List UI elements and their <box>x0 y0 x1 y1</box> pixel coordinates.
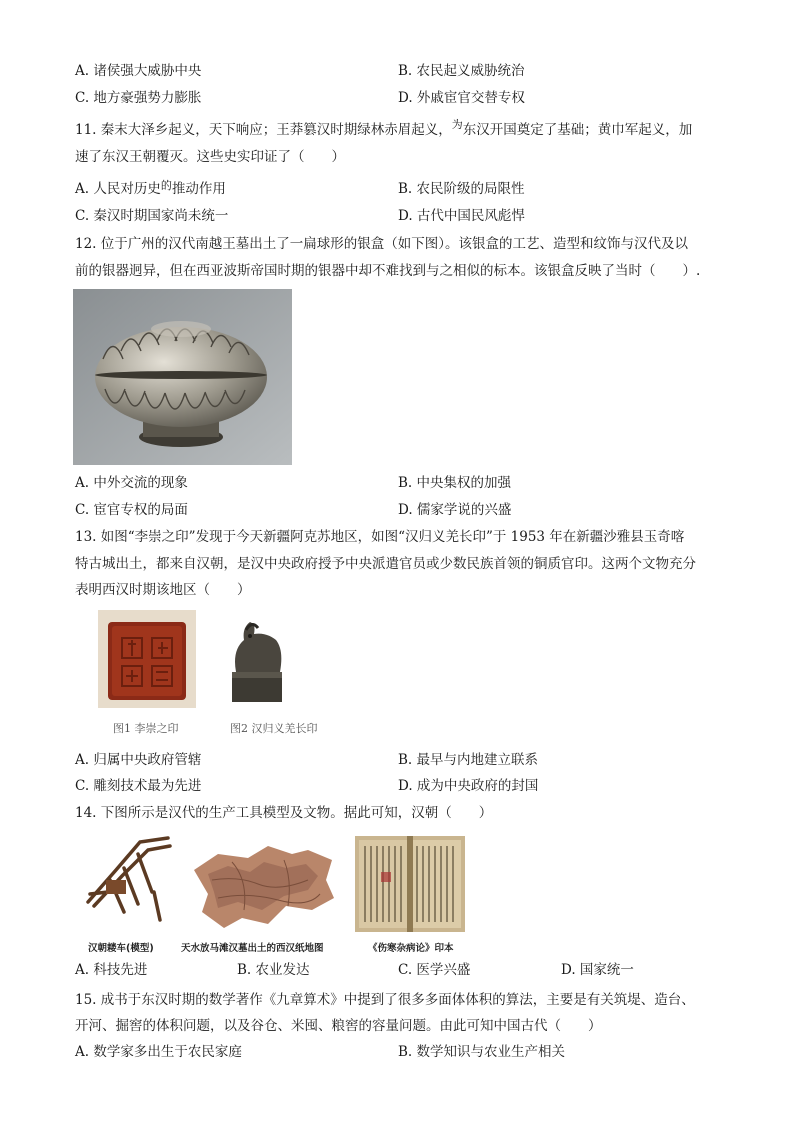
q11-stem-part2: 东汉开国奠定了基础；黄巾军起义，加 <box>462 122 693 138</box>
q13-caption-fig2: 图2 汉归义羌长印 <box>230 722 318 735</box>
q14-option-b[interactable]: B. 农业发达 <box>237 962 310 978</box>
q13-stem-line2: 特古城出土，都来自汉朝，是汉中央政府授予中央派遣官员或少数民族首领的铜质官印。这两个文物充分 <box>75 556 696 572</box>
q12-option-c[interactable]: C. 宦官专权的局面 <box>75 502 188 518</box>
q11-stem-sup: 为 <box>451 118 463 131</box>
q13-stem-line3: 表明西汉时期该地区（ ） <box>75 582 251 598</box>
q13-option-b[interactable]: B. 最早与内地建立联系 <box>398 752 539 768</box>
q15-option-b[interactable]: B. 数学知识与农业生产相关 <box>398 1044 566 1060</box>
q11-stem-line2: 速了东汉王朝覆灭。这些史实印证了（ ） <box>75 149 345 165</box>
q11-option-d[interactable]: D. 古代中国民风彪悍 <box>398 208 525 224</box>
q14-stem-line1: 14. 下图所示是汉代的生产工具模型及文物。据此可知，汉朝（ ） <box>75 805 493 821</box>
q12-option-b[interactable]: B. 中央集权的加强 <box>398 475 512 491</box>
silver-box-photo <box>73 289 292 465</box>
q14-caption-map: 天水放马滩汉墓出土的西汉纸地图 <box>181 943 324 954</box>
q10-option-a[interactable]: A. 诸侯强大威胁中央 <box>75 63 202 79</box>
q10-option-d[interactable]: D. 外戚宦官交替专权 <box>398 90 525 106</box>
q13-option-d[interactable]: D. 成为中央政府的封国 <box>398 778 539 794</box>
q11-stem-line1 <box>75 118 693 140</box>
medical-book-photo <box>351 832 469 936</box>
q15-option-a[interactable]: A. 数学家多出生于农民家庭 <box>75 1044 242 1060</box>
seed-drill-model-photo <box>80 832 175 930</box>
q11-option-b[interactable]: B. 农民阶级的局限性 <box>398 181 525 197</box>
q12-option-d[interactable]: D. 儒家学说的兴盛 <box>398 502 512 518</box>
q12-stem-line2: 前的银器迥异，但在西亚波斯帝国时期的银器中却不难找到与之相似的标本。该银盒反映了当时（ ）. <box>75 263 701 279</box>
q15-stem-line2: 开河、掘窖的体积问题，以及谷仓、米囤、粮窖的容量问题。由此可知中国古代（ ） <box>75 1018 602 1034</box>
q11-option-c[interactable]: C. 秦汉时期国家尚未统一 <box>75 208 229 224</box>
q15-stem-line1: 15. 成书于东汉时期的数学著作《九章算术》中提到了很多多面体体积的算法，主要是有关筑堤、造台、 <box>75 992 695 1008</box>
q12-option-a[interactable]: A. 中外交流的现象 <box>75 475 188 491</box>
li-chong-seal-photo <box>98 610 196 708</box>
q11-option-a-sup: 的 <box>160 179 172 192</box>
q14-caption-drill: 汉朝耧车(模型) <box>88 943 154 954</box>
q14-option-c[interactable]: C. 医学兴盛 <box>398 962 471 978</box>
q10-option-c[interactable]: C. 地方豪强势力膨胀 <box>75 90 202 106</box>
paper-map-fragments-photo <box>188 840 338 932</box>
q13-option-a[interactable]: A. 归属中央政府管辖 <box>75 752 202 768</box>
q11-option-a-part2: 推动作用 <box>171 181 226 197</box>
q14-caption-book: 《伤寒杂病论》印本 <box>368 943 454 954</box>
q13-option-c[interactable]: C. 雕刻技术最为先进 <box>75 778 202 794</box>
q11-option-a-part1: A. 人民对历史 <box>75 181 161 197</box>
q10-option-b[interactable]: B. 农民起义威胁统治 <box>398 63 525 79</box>
q14-option-d[interactable]: D. 国家统一 <box>561 962 634 978</box>
q11-option-a[interactable] <box>75 180 226 199</box>
han-gui-yi-seal-photo <box>222 610 292 708</box>
q13-stem-line1: 13. 如图“李崇之印”发现于今天新疆阿克苏地区，如图“汉归义羌长印”于 1953 年在新疆沙雅县玉奇喀 <box>75 529 685 545</box>
q12-stem-line1: 12. 位于广州的汉代南越王墓出土了一扁球形的银盒（如下图）。该银盒的工艺、造型和纹饰与汉代及以 <box>75 236 689 252</box>
q14-option-a[interactable]: A. 科技先进 <box>75 962 148 978</box>
q13-caption-fig1: 图1 李崇之印 <box>113 722 179 735</box>
q11-stem-part1: 11. 秦末大泽乡起义，天下响应；王莽篡汉时期绿林赤眉起义， <box>75 122 452 138</box>
